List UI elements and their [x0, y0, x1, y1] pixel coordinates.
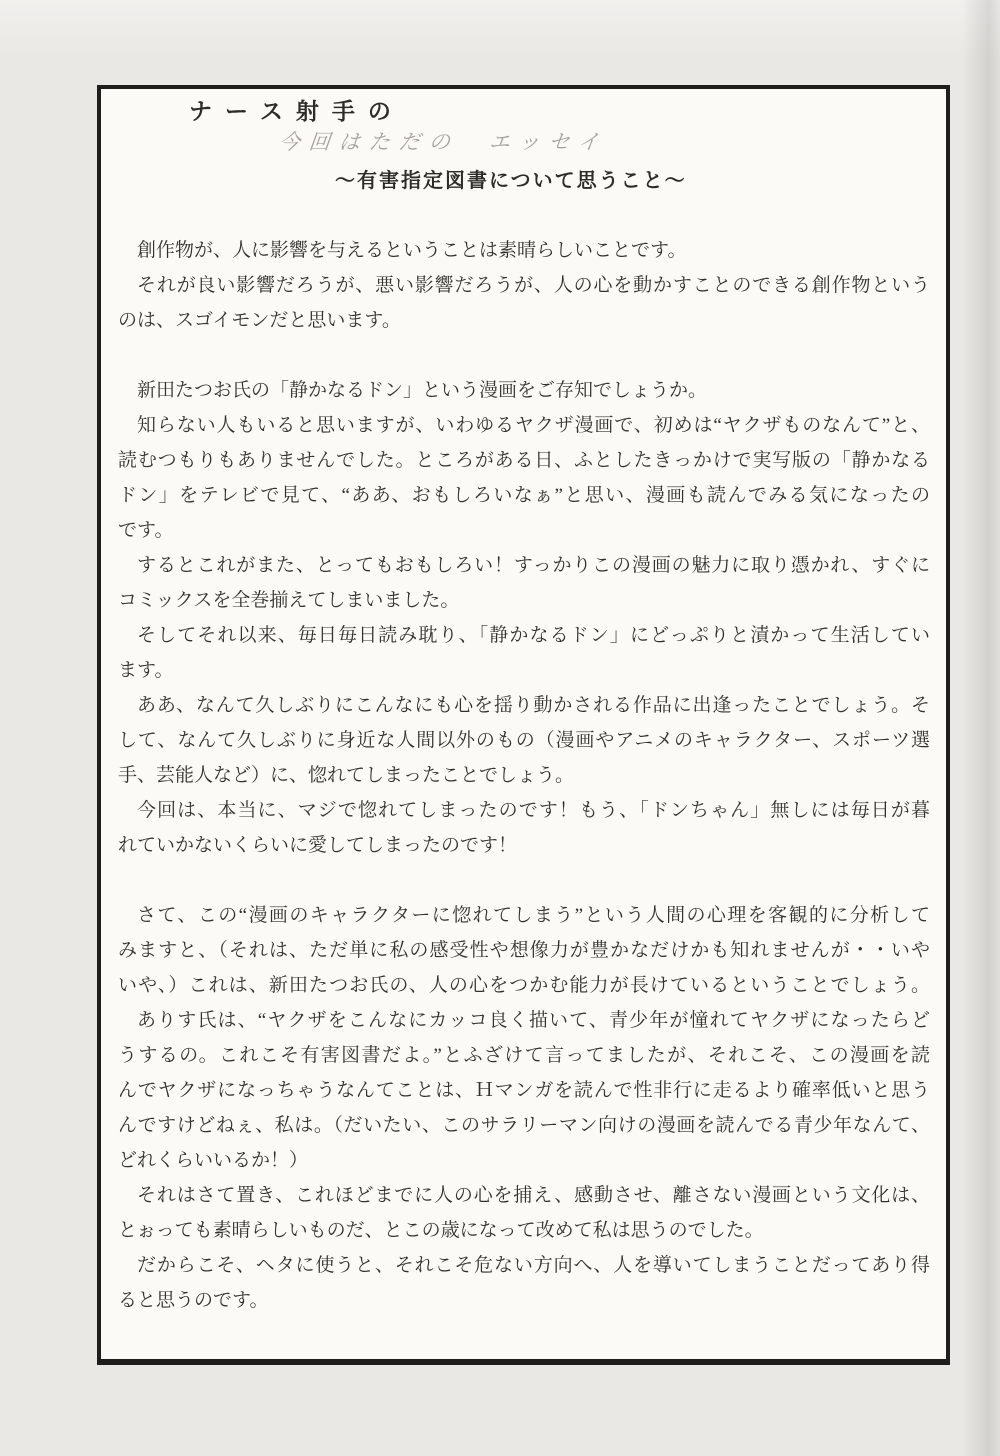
essay-line: ああ、なんて久しぶりにこんなにも心を揺り動かされる作品に出逢ったことでしょう。そ [137, 695, 930, 716]
essay-line: いや、）これは、新田たつお氏の、人の心をつかむ能力が長けているということでしょう。 [118, 975, 930, 996]
essay-line: するとこれがまた、とってもおもしろい！すっかりこの漫画の魅力に取り憑かれ、すぐに [137, 555, 930, 576]
essay-line [118, 863, 930, 898]
scan-light-top [0, 0, 1000, 60]
essay-line: うするの。これこそ有害図書だよ。”とふざけて言ってましたが、それこそ、この漫画を読 [118, 1045, 930, 1066]
page-title: ナース射手の [189, 99, 404, 124]
essay-line: ドン」をテレビで見て、“ああ、おもしろいなぁ”と思い、漫画も読んでみる気になったの [118, 485, 930, 506]
essay-line: 手、芸能人など）に、惚れてしまったことでしょう。 [118, 765, 575, 786]
essay-line: だからこそ、ヘタに使うと、それこそ危ない方向へ、人を導いてしまうことだってあり得 [137, 1255, 930, 1276]
handwritten-subtitle: 今回はただの エッセイ [277, 130, 610, 154]
essay-line: です。 [118, 520, 174, 541]
scan-shadow-right [962, 0, 1000, 1456]
essay-line: ありす氏は、“ヤクザをこんなにカッコ良く描いて、青少年が憧れてヤクザになったらど [137, 1010, 930, 1031]
essay-line: みますと、（それは、ただ単に私の感受性や想像力が豊かなだけかも知れませんが・・いや [118, 940, 930, 961]
essay-line: ます。 [118, 660, 174, 681]
essay-line: 今回は、本当に、マジで惚れてしまったのです！もう、「ドンちゃん」無しには毎日が暮 [137, 800, 930, 821]
essay-line: そしてそれ以来、毎日毎日読み耽り、「静かなるドン」にどっぷりと漬かって生活してい [137, 625, 930, 646]
essay-line: コミックスを全巻揃えてしまいました。 [118, 590, 460, 611]
essay-line: 読むつもりもありませんでした。ところがある日、ふとしたきっかけで実写版の「静かなる [118, 450, 930, 471]
essay-line: さて、この“漫画のキャラクターに惚れてしまう”という人間の心理を客観的に分析して [137, 905, 930, 926]
essay-frame [97, 85, 950, 1365]
essay-line: のは、スゴイモンだと思います。 [118, 310, 401, 331]
essay-line: それはさて置き、これほどまでに人の心を捕え、感動させ、離さない漫画という文化は、 [137, 1185, 930, 1206]
essay-line: んでヤクザになっちゃうなんてことは、Ｈマンガを読んで性非行に走るより確率低いと思う [118, 1080, 930, 1101]
essay-subtitle: ～有害指定図書について思うこと～ [335, 170, 687, 192]
essay-line: どれくらいいるか！） [118, 1150, 309, 1171]
essay-line: とぉっても素晴らしいものだ、とこの歳になって改めて私は思うのでした。 [118, 1220, 764, 1241]
essay-line: 知らない人もいると思いますが、いわゆるヤクザ漫画で、初めは“ヤクザものなんて”と、 [137, 415, 930, 436]
essay-body [101, 233, 946, 1318]
essay-line [118, 338, 930, 373]
essay-line: んですけどねぇ、私は。（だいたい、このサラリーマン向けの漫画を読んでる青少年なんて、 [118, 1115, 930, 1136]
essay-line: して、なんて久しぶりに身近な人間以外のもの（漫画やアニメのキャラクター、スポーツ選 [118, 730, 930, 751]
essay-line: 創作物が、人に影響を与えるということは素晴らしいことです。 [137, 240, 687, 261]
essay-line: れていかないくらいに愛してしまったのです！ [118, 835, 518, 856]
essay-line: それが良い影響だろうが、悪い影響だろうが、人の心を動かすことのできる創作物という [137, 275, 930, 296]
essay-line: 新田たつお氏の「静かなるドン」という漫画をご存知でしょうか。 [137, 380, 708, 401]
essay-line: ると思うのです。 [118, 1290, 269, 1311]
